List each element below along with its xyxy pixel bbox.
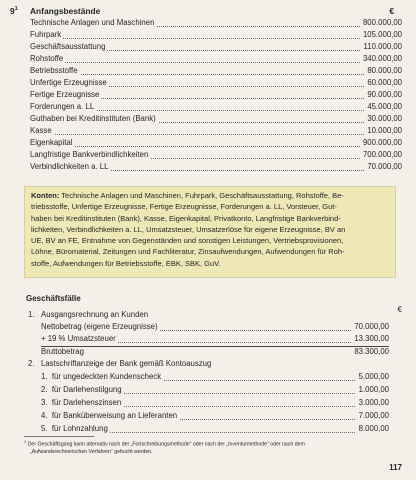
section-header xyxy=(10,6,402,18)
balance-row: Technische Anlagen und Maschinen 800.000,00 xyxy=(30,18,402,27)
case2-item-row: 4. für Banküberweisung an Lieferanten 7.000,00 xyxy=(41,411,389,420)
footnote-rule xyxy=(24,436,94,437)
konten-line: haben bei Kreditinstituten (Bank), Kasse, Eigenkapital, Privatkonto, Langfristige Bankverbind- xyxy=(31,213,341,223)
balance-row: Fertige Erzeugnisse 90.000,00 xyxy=(30,90,402,99)
balance-row: Eigenkapital 900.000,00 xyxy=(30,138,402,147)
case1-net-row: Nettobetrag (eigene Erzeugnisse) 70.000,00 xyxy=(41,322,389,331)
currency-header: € xyxy=(389,6,394,16)
case2-item-row: 5. für Lohnzahlung 8.000,00 xyxy=(41,424,389,433)
balance-row: Fuhrpark 105.000,00 xyxy=(30,30,402,39)
konten-label: Konten: xyxy=(31,191,60,200)
currency-header: € xyxy=(397,305,402,314)
konten-line: stoffe, Aufwendungen für Betriebsstoffe, EBK, SBK, GuV. xyxy=(31,258,221,268)
section-number: $9^1$ xyxy=(10,6,18,16)
balance-row: Forderungen a. LL 45.000,00 xyxy=(30,102,402,111)
case2-item-row: 1. für ungedeckten Kundenscheck 5.000,00 xyxy=(41,372,389,381)
section-title: Anfangsbestände xyxy=(30,6,101,16)
balance-row: Rohstoffe 340.000,00 xyxy=(30,54,402,63)
balance-row: Geschäftsausstattung 110.000,00 xyxy=(30,42,402,51)
case2-item-row: 3. für Darlehenszinsen 3.000,00 xyxy=(41,398,389,407)
balance-row: Langfristige Bankverbindlichkeiten 700.000,00 xyxy=(30,150,402,159)
case2-item-row: 2. für Darlehenstilgung 1.000,00 xyxy=(41,385,389,394)
case-heading: 2. Lastschriftanzeige der Bank gemäß Kontoauszug xyxy=(28,359,212,368)
balance-row: Guthaben bei Kreditinstituten (Bank) 30.000,00 xyxy=(30,114,402,123)
balance-row: Verbindlichkeiten a. LL 70.000,00 xyxy=(30,162,402,171)
balance-row: Betriebsstoffe 80.000,00 xyxy=(30,66,402,75)
case1-gross-row: Bruttobetrag 83.300,00 xyxy=(41,347,389,356)
konten-line: lichkeiten, Verbindlichkeiten a. LL, Umsatzsteuer, Umsatzerlöse für eigene Erzeugnisse, BV an xyxy=(31,224,346,234)
geschaeftsfaelle-title: Geschäftsfälle xyxy=(26,294,81,303)
konten-line: triebsstoffe, Unfertige Erzeugnisse, Fertige Erzeugnisse, Forderungen a. LL, Vorsteuer, Gut- xyxy=(31,202,337,212)
page-number: 117 xyxy=(389,463,402,472)
case1-tax-row: + 19 % Umsatzsteuer 13.300,00 xyxy=(41,334,389,343)
konten-line: Löhne, Büromaterial, Zeitungen und Fachliteratur, Zinsaufwendungen, Aufwendungen für Roh- xyxy=(31,247,345,257)
konten-line: UE, BV an FE, Entnahme von Gegenständen und sonstigen Leistungen, Vertriebsprovisionen, xyxy=(31,236,344,246)
footnote: $^1$ Der Geschäftsgang kann alternativ nach der „Fortschreibungsmethode“ oder nach der „Inventurmethode“ oder nach dem „Aufwandsrechnerischen Verfahren“ gebucht werden. xyxy=(24,439,305,455)
balance-row: Kasse 10.000,00 xyxy=(30,126,402,135)
konten-line: Konten: Technische Anlagen und Maschinen, Fuhrpark, Geschäftsausstattung, Rohstoffe, Be- xyxy=(31,191,344,200)
konten-box xyxy=(24,186,396,278)
case-heading: 1. Ausgangsrechnung an Kunden xyxy=(28,310,149,319)
balance-row: Unfertige Erzeugnisse 60.000,00 xyxy=(30,78,402,87)
